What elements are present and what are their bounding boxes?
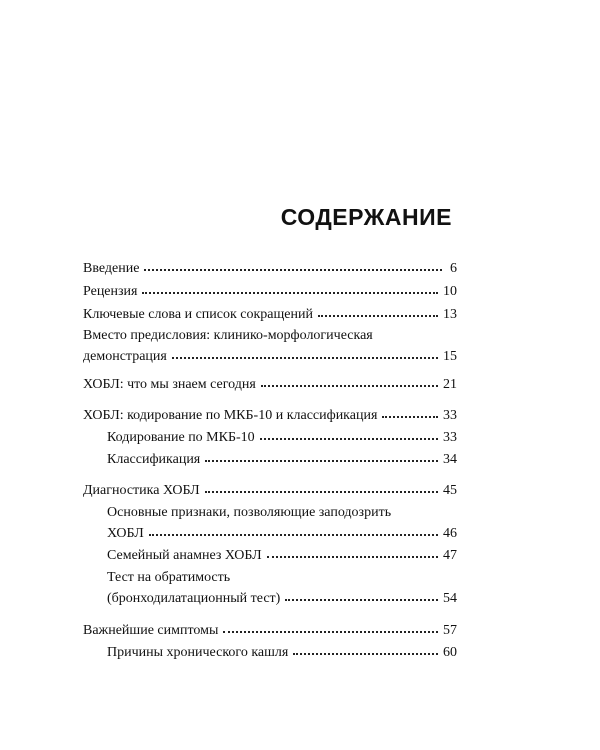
toc-entry-label: Причины хронического кашля [107, 645, 289, 660]
toc-entry-label: демонстрация [83, 349, 167, 364]
toc-entry-label: Диагностика ХОБЛ [83, 483, 200, 498]
toc-page-number: 57 [443, 623, 457, 638]
toc-page-number: 47 [443, 548, 457, 563]
toc-entry-label: Классификация [107, 452, 201, 467]
dot-leader [293, 652, 438, 655]
toc-subentry-coding[interactable] [107, 427, 457, 448]
toc-entry-label: Введение [83, 261, 140, 276]
toc-subentry-chronic-cough[interactable] [107, 642, 457, 663]
toc-entry-label-line1: Тест на обратимость [107, 570, 231, 585]
toc-page-number: 21 [443, 377, 457, 392]
toc-entry-keywords[interactable] [83, 304, 457, 325]
toc-page-number: 46 [443, 526, 457, 541]
toc-entry-introduction[interactable] [83, 258, 457, 279]
toc-entry-label: Важнейшие симптомы [83, 623, 219, 638]
toc-subentry-family-history[interactable] [107, 545, 457, 566]
toc-entry-main-symptoms[interactable] [83, 620, 457, 641]
toc-entry-label: ХОБЛ [107, 526, 144, 541]
dot-leader [205, 490, 438, 493]
toc-heading: СОДЕРЖАНИЕ [280, 204, 452, 230]
dot-leader [285, 598, 438, 601]
dot-leader [142, 291, 438, 294]
toc-subentry-reversibility-test[interactable] [107, 567, 457, 609]
dot-leader [205, 459, 438, 462]
dot-leader [260, 437, 438, 440]
toc-page-number: 45 [443, 483, 457, 498]
toc-entry-label: (бронходилатационный тест) [107, 591, 281, 606]
toc-subentry-classification[interactable] [107, 449, 457, 470]
dot-leader [382, 415, 438, 418]
toc-entry-preface[interactable] [83, 325, 457, 367]
toc-page-number: 33 [443, 408, 457, 423]
dot-leader [144, 268, 442, 271]
toc-page-number: 10 [443, 284, 457, 299]
dot-leader [172, 356, 438, 359]
toc-entry-label: Кодирование по МКБ-10 [107, 430, 255, 445]
toc-entry-coding-classification[interactable] [83, 405, 457, 426]
toc-page-number: 33 [443, 430, 457, 445]
toc-entry-label: Семейный анамнез ХОБЛ [107, 548, 262, 563]
toc-page-number: 60 [443, 645, 457, 660]
dot-leader [223, 630, 438, 633]
toc-page-number: 34 [443, 452, 457, 467]
toc-entry-label: Ключевые слова и список сокращений [83, 307, 313, 322]
toc-entry-label: ХОБЛ: кодирование по МКБ-10 и классификация [83, 408, 378, 423]
toc-page-number: 6 [450, 261, 457, 276]
toc-entry-label-line1: Вместо предисловия: клинико-морфологическая [83, 328, 373, 343]
toc-page-number: 54 [443, 591, 457, 606]
toc-entry-review[interactable] [83, 281, 457, 302]
toc-entry-label: ХОБЛ: что мы знаем сегодня [83, 377, 256, 392]
toc-subentry-main-signs[interactable] [107, 502, 457, 544]
toc-entry-label-line1: Основные признаки, позволяющие заподозрить [107, 505, 392, 520]
toc-entry-label: Рецензия [83, 284, 138, 299]
toc-entry-copd-today[interactable] [83, 374, 457, 395]
dot-leader [318, 314, 438, 317]
dot-leader [261, 384, 438, 387]
toc-entry-diagnostics[interactable] [83, 480, 457, 501]
toc-page-number: 15 [443, 349, 457, 364]
toc-page-number: 13 [443, 307, 457, 322]
dot-leader [267, 555, 438, 558]
dot-leader [149, 533, 438, 536]
